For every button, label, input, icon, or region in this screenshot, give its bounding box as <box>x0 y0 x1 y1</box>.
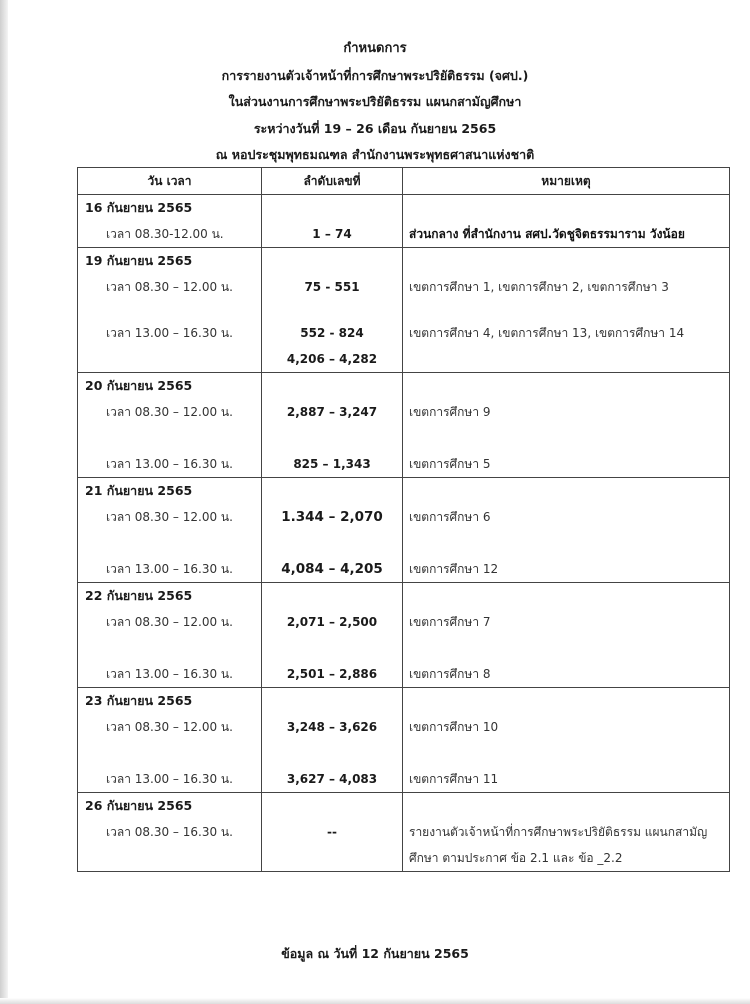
day-date: 26 กันยายน 2565 <box>85 798 193 813</box>
table-row <box>78 373 730 478</box>
remark-text: เขตการศึกษา 7 <box>409 615 491 629</box>
table-row <box>78 195 730 248</box>
time-slot: เวลา 13.00 – 16.30 น. <box>106 457 233 471</box>
day-date: 21 กันยายน 2565 <box>85 483 193 498</box>
time-slot: เวลา 13.00 – 16.30 น. <box>106 562 233 576</box>
remark-text: เขตการศึกษา 11 <box>409 772 499 786</box>
numbers-cell <box>262 583 403 688</box>
numbers-cell <box>262 688 403 793</box>
time-slot: เวลา 08.30 – 12.00 น. <box>106 720 233 734</box>
number-range: 4,084 – 4,205 <box>281 561 383 577</box>
remarks-cell <box>403 195 730 248</box>
datetime-cell <box>78 478 262 583</box>
number-range: 1 – 74 <box>312 227 352 241</box>
remark-text: รายงานตัวเจ้าหน้าที่การศึกษาพระปริยัติธรรม แผนกสามัญศึกษา ตามประกาศ ข้อ 2.1 และ ข้อ _2.2 <box>409 825 708 865</box>
time-slot: เวลา 13.00 – 16.30 น. <box>106 772 233 786</box>
time-slot: เวลา 08.30-12.00 น. <box>106 227 224 241</box>
remarks-cell <box>403 583 730 688</box>
venue-line: ณ หอประชุมพุทธมณฑล สำนักงานพระพุทธศาสนาแห่งชาติ <box>215 147 535 162</box>
remarks-cell <box>403 793 730 872</box>
remark-text: เขตการศึกษา 8 <box>409 667 491 681</box>
datetime-cell <box>78 688 262 793</box>
datetime-cell <box>78 248 262 373</box>
time-slot: เวลา 13.00 – 16.30 น. <box>106 667 233 681</box>
table-header-row <box>78 168 730 195</box>
day-date: 20 กันยายน 2565 <box>85 378 193 393</box>
day-date: 23 กันยายน 2565 <box>85 693 193 708</box>
datetime-cell <box>78 195 262 248</box>
number-range: 552 - 824 <box>300 326 364 340</box>
table-row <box>78 793 730 872</box>
numbers-cell <box>262 195 403 248</box>
remarks-cell <box>403 248 730 373</box>
time-slot: เวลา 13.00 – 16.30 น. <box>106 326 233 340</box>
table-row <box>78 583 730 688</box>
schedule-table <box>77 167 730 872</box>
column-header-remarks: หมายเหตุ <box>403 168 730 195</box>
document-header <box>0 36 750 169</box>
datetime-cell <box>78 373 262 478</box>
time-slot: เวลา 08.30 – 12.00 น. <box>106 405 233 419</box>
remark-text: เขตการศึกษา 10 <box>409 720 499 734</box>
remark-text: เขตการศึกษา 5 <box>409 457 491 471</box>
numbers-cell <box>262 478 403 583</box>
table-row <box>78 688 730 793</box>
number-range: 2,071 – 2,500 <box>286 615 378 629</box>
datetime-cell <box>78 793 262 872</box>
number-range: 2,887 – 3,247 <box>286 405 378 419</box>
number-range: 825 – 1,343 <box>293 457 371 471</box>
number-range-extra: 4,206 – 4,282 <box>286 352 378 366</box>
day-date: 22 กันยายน 2565 <box>85 588 193 603</box>
document-title: กำหนดการ <box>343 41 407 56</box>
number-range: 2,501 – 2,886 <box>286 667 378 681</box>
remark-text: เขตการศึกษา 12 <box>409 562 499 576</box>
numbers-cell <box>262 248 403 373</box>
time-slot: เวลา 08.30 – 12.00 น. <box>106 615 233 629</box>
remark-text: ส่วนกลาง ที่สำนักงาน สศป.วัดชูจิตธรรมาราม วังน้อย <box>409 227 685 241</box>
number-range: 75 - 551 <box>304 280 360 294</box>
numbers-cell <box>262 373 403 478</box>
remark-text: เขตการศึกษา 6 <box>409 510 491 524</box>
number-range: 3,627 – 4,083 <box>286 772 378 786</box>
remark-text: เขตการศึกษา 4, เขตการศึกษา 13, เขตการศึกษา 14 <box>409 326 685 340</box>
remarks-cell <box>403 688 730 793</box>
table-row <box>78 478 730 583</box>
column-header-datetime: วัน เวลา <box>78 168 262 195</box>
subtitle-line-1: การรายงานตัวเจ้าหน้าที่การศึกษาพระปริยัติธรรม (จศป.) <box>221 67 529 83</box>
number-range: -- <box>327 825 337 839</box>
day-date: 16 กันยายน 2565 <box>85 200 193 215</box>
subtitle-line-2: ในส่วนงานการศึกษาพระปริยัติธรรม แผนกสามัญศึกษา <box>228 94 522 109</box>
remark-text: เขตการศึกษา 9 <box>409 405 491 419</box>
page-bottom-shadow <box>0 998 750 1004</box>
remark-text: เขตการศึกษา 1, เขตการศึกษา 2, เขตการศึกษา 3 <box>409 280 669 294</box>
remarks-cell <box>403 478 730 583</box>
data-as-of-footer: ข้อมูล ณ วันที่ 12 กันยายน 2565 <box>281 946 469 961</box>
remarks-cell <box>403 373 730 478</box>
time-slot: เวลา 08.30 – 16.30 น. <box>106 825 233 839</box>
time-slot: เวลา 08.30 – 12.00 น. <box>106 510 233 524</box>
datetime-cell <box>78 583 262 688</box>
table-row <box>78 248 730 373</box>
number-range: 1.344 – 2,070 <box>281 509 383 525</box>
numbers-cell <box>262 793 403 872</box>
column-header-numbers: ลำดับเลขที่ <box>262 168 403 195</box>
day-date: 19 กันยายน 2565 <box>85 253 193 268</box>
number-range: 3,248 – 3,626 <box>286 720 378 734</box>
date-range-line: ระหว่างวันที่ 19 – 26 เดือน กันยายน 2565 <box>253 120 497 136</box>
time-slot: เวลา 08.30 – 12.00 น. <box>106 280 233 294</box>
